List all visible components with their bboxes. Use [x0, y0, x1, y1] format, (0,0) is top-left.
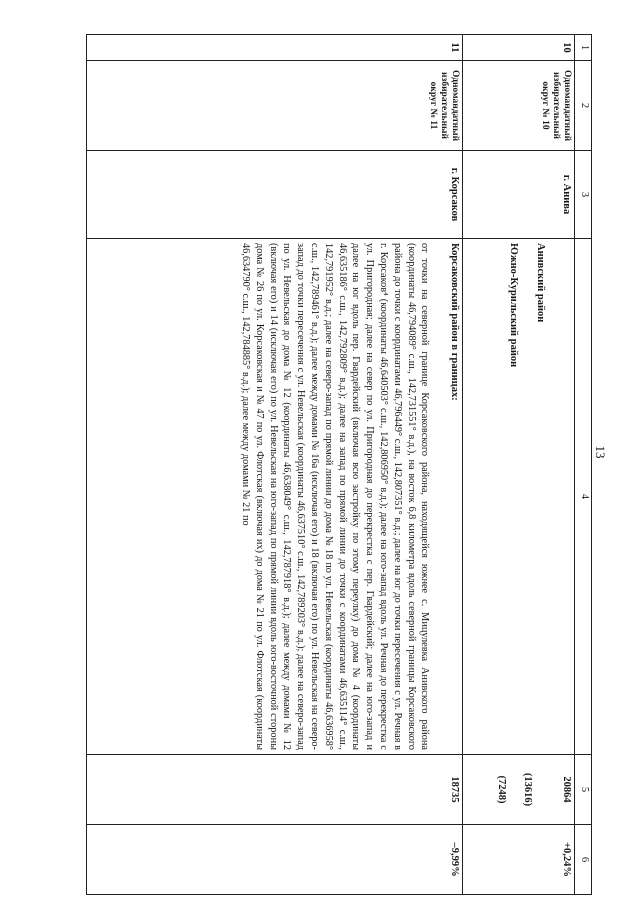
composition-area-2: Южно-Курильский район: [508, 243, 520, 368]
district-center: г. Анива: [463, 151, 575, 239]
district-center: г. Корсаков: [87, 151, 463, 239]
column-header-4: 4: [575, 239, 592, 755]
column-header-5: 5: [575, 755, 592, 825]
row-number: 11: [87, 35, 463, 61]
voter-count-area-1: (13616): [522, 772, 534, 807]
voter-count-cell: [463, 755, 575, 825]
table-row-district-11: [87, 35, 463, 895]
voter-count-area-2: (7248): [495, 775, 507, 804]
table-wrapper: [86, 34, 592, 894]
column-header-3: 3: [575, 151, 592, 239]
district-composition: [87, 239, 463, 755]
district-name: Одномандатный избирательный округ № 10: [463, 61, 575, 151]
row-number: 10: [463, 35, 575, 61]
table-row-district-10: [463, 35, 575, 895]
column-header-6: 6: [575, 825, 592, 895]
boundary-description: от точки на северной границе Корсаковского района, находящейся южнее с. Мицулевка Анивского района (координаты 46,794089° с.ш., 142,731551° в.д.), на восток 6,8 километра вдоль северной границы Корсаковского района до точки с координатами 46,796449° с.ш., 142,807351° в.д.; далее на юг до точки пересечения с ул. Речная в г. Корсаков⁴ (координаты 46,640503° с.ш., 142,806950° в.д.); далее на юго-запад вдоль ул. Речная до перекрестка с ул. Пригородная; далее на север по ул. Пригородная до перекрестка с пер. Гвардейский; далее на юго-запад и далее на юг вдоль пер. Гвардейский (включая всю застройку по этому переулку) до дома № 4 (координаты 46,635186° с.ш., 142,792809° в.д.); далее на запад по прямой линии до точки с координатами 46,635114° с.ш., 142,791952° в.д.; далее на северо-запад по прямой линии до дома № 18 по ул. Невельская (координаты 46,636958° с.ш., 142,789461° в.д.); далее между домами № 16а (исключая его) и 18 (включая его) по ул. Невельская на северо-запад до точки пересечения с ул. Невельская (координаты 46,637510° с.ш., 142,789203° в.д.); далее на северо-запад по ул. Невельская до дома № 12 (координаты 46,638049° с.ш., 142,787918° в.д.); далее между домами № 12 (включая его) и 14 (исключая его) по ул. Невельская на юго-запад по прямой линии вдоль юго-восточной стороны дома № 26 по ул. Корсаковская и № 47 по ул. Флотская (включая их) до дома № 21 по ул. Флотская (координаты 46,634790° с.ш., 142,784885° в.д.); далее между домами № 21 по: [240, 243, 431, 750]
deviation: +0,24%: [463, 825, 575, 895]
voter-count: 20864: [561, 776, 572, 803]
deviation: –9,99%: [87, 825, 463, 895]
voter-count: 18735: [87, 755, 463, 825]
composition-area-1: Анивский район: [535, 243, 546, 323]
page-number: 13: [593, 445, 608, 459]
rotated-table-frame: [86, 34, 592, 894]
composition-title: Корсаковский район в границах:: [449, 243, 460, 401]
table-header-row: [575, 35, 592, 895]
district-composition: [463, 239, 575, 755]
district-name: Одномандатный избирательный округ № 11: [87, 61, 463, 151]
column-header-1: 1: [575, 35, 592, 61]
column-header-2: 2: [575, 61, 592, 151]
districts-table: [86, 34, 592, 895]
